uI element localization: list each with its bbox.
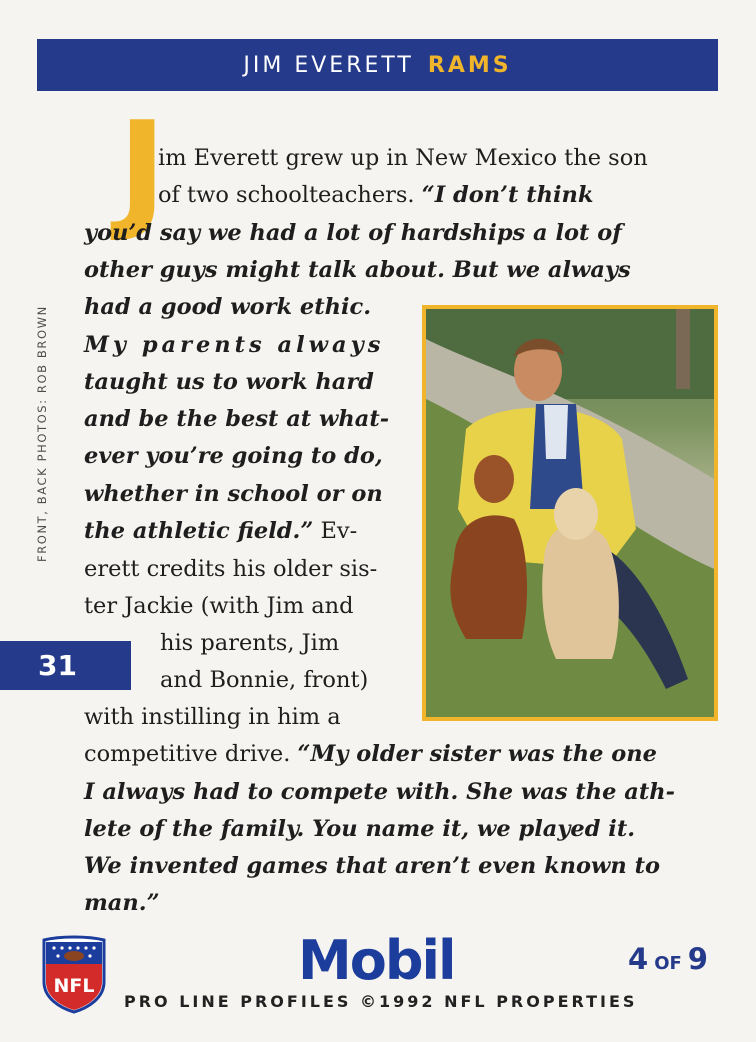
series-total: 9 [687,942,708,976]
bio-line: My parents always [84,332,385,358]
photo-credit: FRONT, BACK PHOTOS: ROB BROWN [35,305,49,562]
drop-cap: J [118,93,167,245]
series-of: OF [654,953,682,974]
bio-line: man.” [84,890,160,916]
bio-quote-start: “My older sister was the one [297,741,657,767]
player-name: JIM EVERETT [243,52,414,78]
bio-line: his parents, Jim [160,630,340,656]
series-current: 4 [628,942,649,976]
bio-line: whether in school or on [84,481,383,507]
bio-line: erett credits his older sis- [84,556,378,582]
bio-line: and be the best at what- [84,406,390,432]
bio-line: had a good work ethic. [84,294,372,320]
card-number: 31 [38,649,77,682]
series-count [628,942,708,976]
bio-line: and Bonnie, front) [160,667,369,693]
bio-line [158,182,593,208]
bio-line: you’d say we had a lot of hardships a lot of [84,220,622,246]
bio-line: I always had to compete with. She was the ath- [84,779,675,805]
team-name: RAMS [427,52,512,78]
photo-illustration [426,309,714,717]
header-bar [37,39,718,91]
bio-line [84,518,357,544]
nfl-shield-icon [40,934,108,1014]
mobil-logo [298,929,455,992]
bio-line: ever you’re going to do, [84,443,383,469]
bio-line: other guys might talk about. But we always [84,257,631,283]
photo-frame [422,305,718,721]
bio-line: We invented games that aren’t even known to [84,853,660,879]
bio-line: ter Jackie (with Jim and [84,593,354,619]
bio-line: im Everett grew up in New Mexico the son [158,145,648,171]
card-number-tab [0,641,131,690]
bio-line-text: competitive drive. [84,741,298,767]
bio-line-text: of two schoolteachers. [158,182,422,208]
bio-line: lete of the family. You name it, we played it. [84,816,636,842]
bio-line [84,741,657,767]
bio-line: taught us to work hard [84,369,374,395]
sponsor-name: Mobil [298,929,455,992]
bio-line-tail: Ev- [313,518,358,544]
nfl-logo-text: NFL [53,975,95,997]
bio-quote-end: the athletic field.” [84,518,314,544]
player-photo [426,309,714,717]
bio-line: with instilling in him a [84,704,341,730]
footer-copyright: PRO LINE PROFILES ©1992 NFL PROPERTIES [124,992,638,1011]
bio-quote-start: “I don’t think [421,182,594,208]
